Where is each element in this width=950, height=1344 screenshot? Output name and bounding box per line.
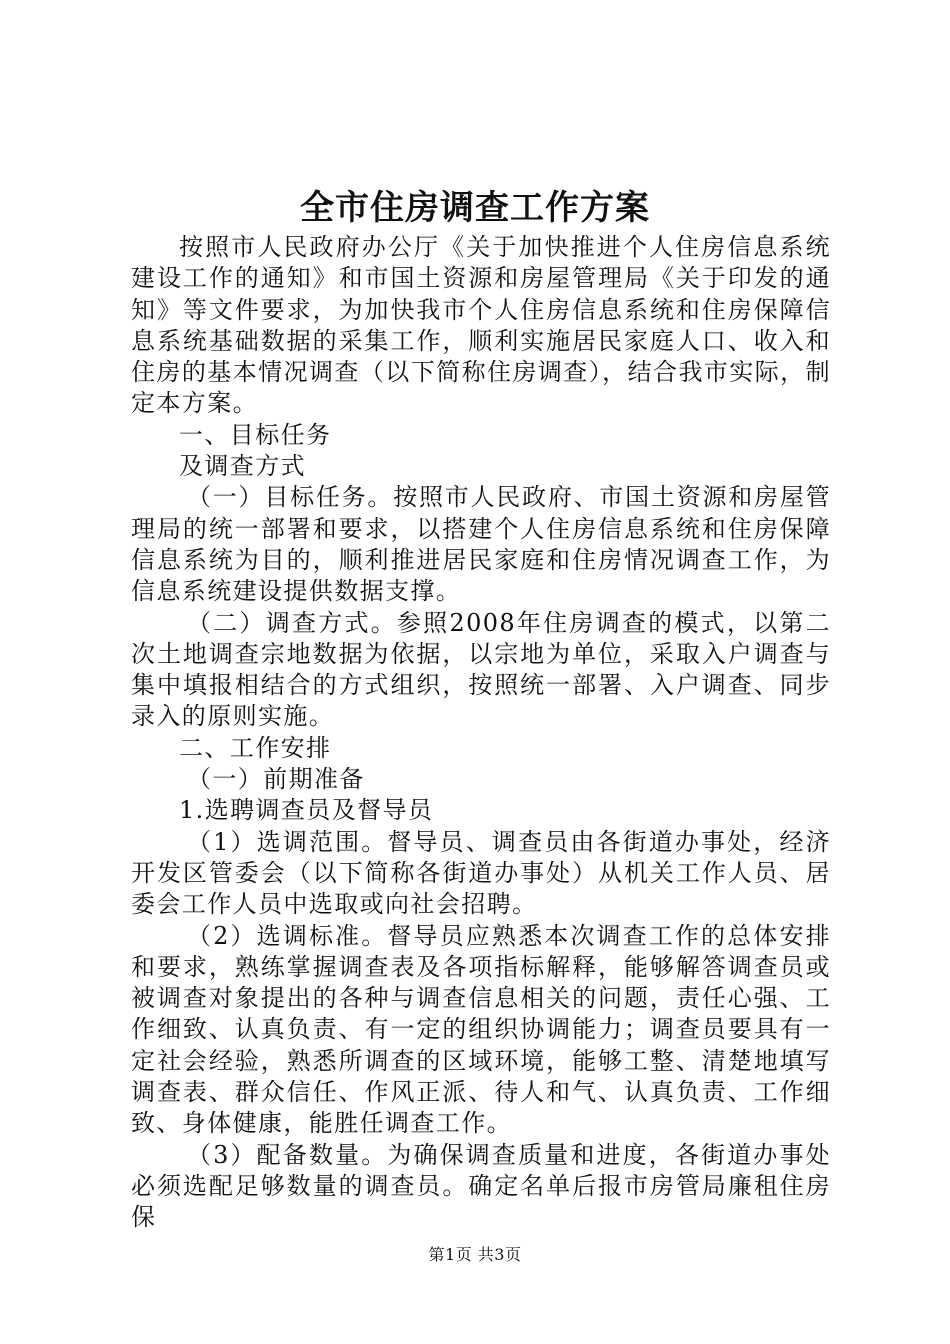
document-title: 全市住房调查工作方案 xyxy=(300,188,650,228)
paragraph-selection-scope: （1）选调范围。督导员、调查员由各街道办事处，经济开发区管委会（以下简称各街道办事处）从机关工作人员、居委会工作人员中选取或向社会招聘。 xyxy=(131,827,831,919)
page-number-footer: 第1页 共3页 xyxy=(428,1245,522,1264)
document-body xyxy=(131,232,831,1234)
section-heading-work-arrangement: 二、工作安排 xyxy=(179,733,332,762)
section-heading-goals: 一、目标任务 xyxy=(179,420,332,449)
paragraph-survey-method: （二）调查方式。参照2008年住房调查的模式，以第二次土地调查宗地数据为依据，以宗地为单位，采取入户调查与集中填报相结合的方式组织，按照统一部署、入户调查、同步录入的原则实施。 xyxy=(131,608,831,731)
section-heading-goals-continued: 及调查方式 xyxy=(179,452,306,481)
paragraph-selection-criteria: （2）选调标准。督导员应熟悉本次调查工作的总体安排和要求，熟练掌握调查表及各项指标解释，能够解答调查员或被调查对象提出的各种与调查信息相关的问题，责任心强、工作细致、认真负责、有一定的组织协调能力；调查员要具有一定社会经验，熟悉所调查的区域环境，能够工整、清楚地填写调查表、群众信任、作风正派、待人和气、认真负责、工作细致、身体健康，能胜任调查工作。 xyxy=(131,921,831,1138)
paragraph-staffing-quantity: （3）配备数量。为确保调查质量和进度，各街道办事处必须选配足够数量的调查员。确定名单后报市房管局廉租住房保 xyxy=(131,1140,831,1232)
paragraph-goal-task: （一）目标任务。按照市人民政府、市国土资源和房屋管理局的统一部署和要求，以搭建个人住房信息系统和住房保障信息系统为目的，顺利推进居民家庭和住房情况调查工作，为信息系统建设提供数据支撑。 xyxy=(131,483,831,606)
paragraph-intro: 按照市人民政府办公厅《关于加快推进个人住房信息系统建设工作的通知》和市国土资源和房屋管理局《关于印发的通知》等文件要求，为加快我市个人住房信息系统和住房保障信息系统基础数据的采集工作，顺利实施居民家庭人口、收入和住房的基本情况调查（以下简称住房调查），结合我市实际，制定本方案。 xyxy=(131,233,831,418)
subheading-preparation: （一）前期准备 xyxy=(187,765,365,794)
subheading-recruitment: 1.选聘调查员及督导员 xyxy=(179,796,434,825)
